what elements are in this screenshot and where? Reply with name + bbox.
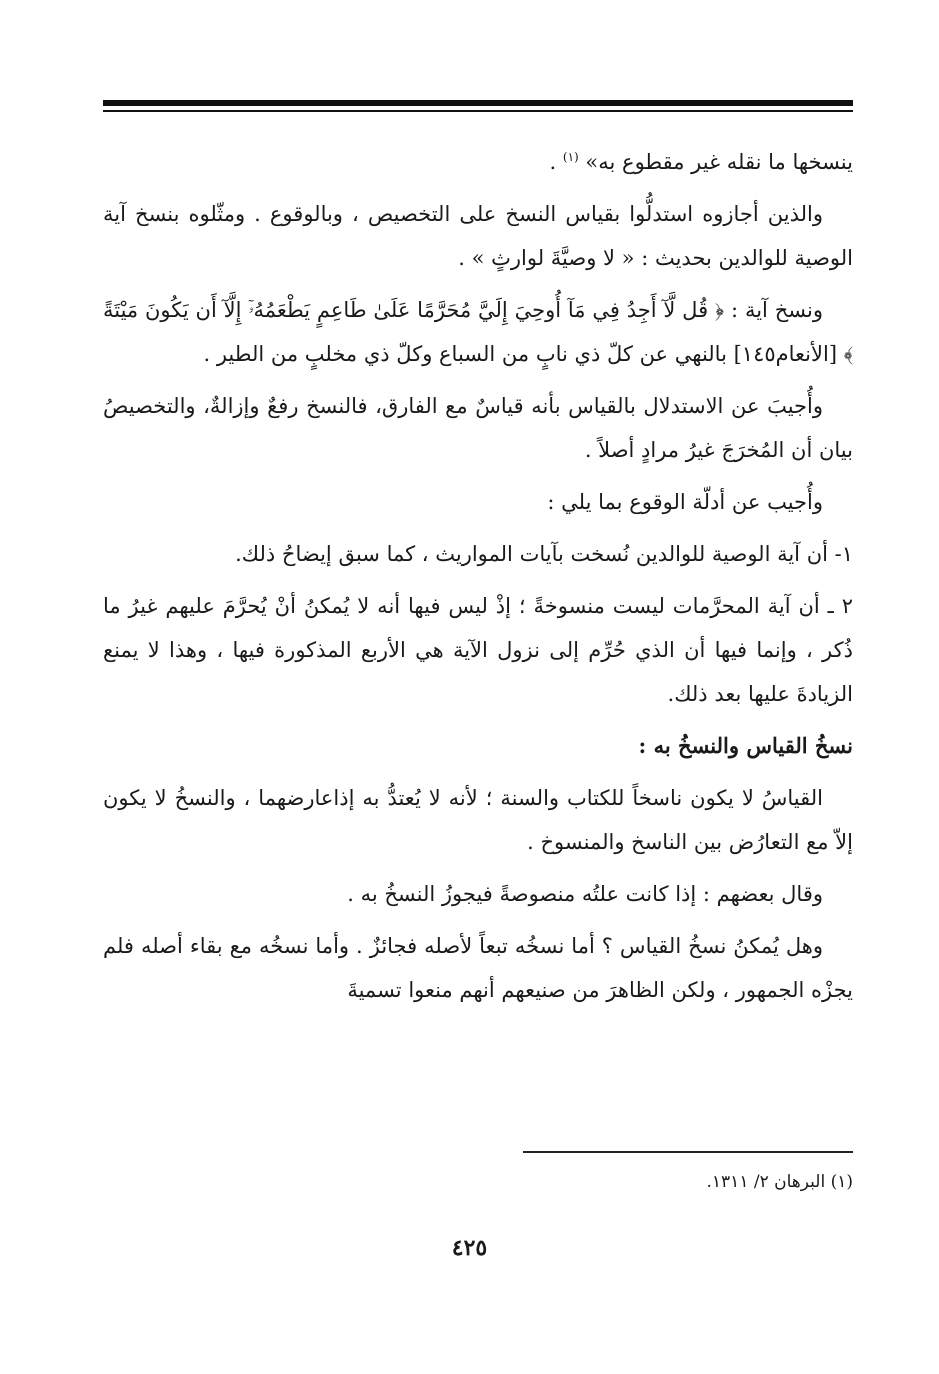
paragraph-5: وأُجيب عن أدلّة الوقوع بما يلي : xyxy=(547,490,823,514)
paragraph-2: والذين أجازوه استدلُّوا بقياس النسخ على التخصيص ، وبالوقوع . ومثّلوه بنسخ آية الوصية للوالدين بحديث : « لا وصيَّةَ لوارثٍ » . xyxy=(103,202,853,270)
paragraph-3: ونسخ آية : ﴿ قُل لَّآ أَجِدُ فِي مَآ أُوحِيَ إِلَيَّ مُحَرَّمًا عَلَىٰ طَاعِمٍ يَطْعَمُهُۥٓ إِلَّآ أَن يَكُونَ مَيْتَةً ﴾ [الأنعام١٤٥] بالنهي عن كلّ ذي نابٍ من السباع وكلّ ذي مخلبٍ من الطير . xyxy=(103,298,853,366)
page-number: ٤٢٥ xyxy=(451,1235,488,1261)
footnote-ref: (١) xyxy=(562,150,579,164)
paragraph-9: وقال بعضهم : إذا كانت علتُه منصوصةً فيجوزُ النسخُ به . xyxy=(347,882,823,906)
section-heading: نسخُ القياس والنسخُ به : xyxy=(638,733,853,758)
paragraph-7: ٢ ـ أن آية المحرَّمات ليست منسوخةً ؛ إذْ ليس فيها أنه لا يُمكنُ أنْ يُحرَّمَ عليهم غيرُ ما ذُكر ، وإنما فيها أن الذي حُرِّم إلى نزول الآية هي الأربع المذكورة فيها ، وهذا لا يمنع الزيادةَ عليها بعد ذلك. xyxy=(103,594,853,706)
footnote-divider xyxy=(523,1151,853,1153)
paragraph-6: ١- أن آية الوصية للوالدين نُسخت بآيات المواريث ، كما سبق إيضاحُ ذلك. xyxy=(235,542,853,566)
paragraph-1-tail: . xyxy=(549,150,563,174)
paragraph-1-text: ينسخها ما نقله غير مقطوع به» xyxy=(585,150,853,174)
paragraph-1 xyxy=(103,140,853,184)
page-body xyxy=(103,140,853,1020)
header-rule-thin xyxy=(103,110,853,112)
paragraph-8: القياسُ لا يكون ناسخاً للكتاب والسنة ؛ لأنه لا يُعتدُّ به إذاعارضهما ، والنسخُ لا يكون إلاّ مع التعارُض بين الناسخ والمنسوخ . xyxy=(103,786,853,854)
header-rule-thick xyxy=(103,100,853,106)
paragraph-10: وهل يُمكنُ نسخُ القياس ؟ أما نسخُه تبعاً لأصله فجائزٌ . وأما نسخُه مع بقاء أصله فلم يجزْه الجمهور ، ولكن الظاهرَ من صنيعهم أنهم منعوا تسميةَ xyxy=(103,934,853,1002)
paragraph-4: وأُجيبَ عن الاستدلال بالقياس بأنه قياسٌ مع الفارق، فالنسخ رفعٌ وإزالةٌ، والتخصيصُ بيان أن المُخرَجَ غيرُ مرادٍ أصلاً . xyxy=(103,394,853,462)
footnote: (١) البرهان ٢/ ١٣١١. xyxy=(706,1172,853,1192)
